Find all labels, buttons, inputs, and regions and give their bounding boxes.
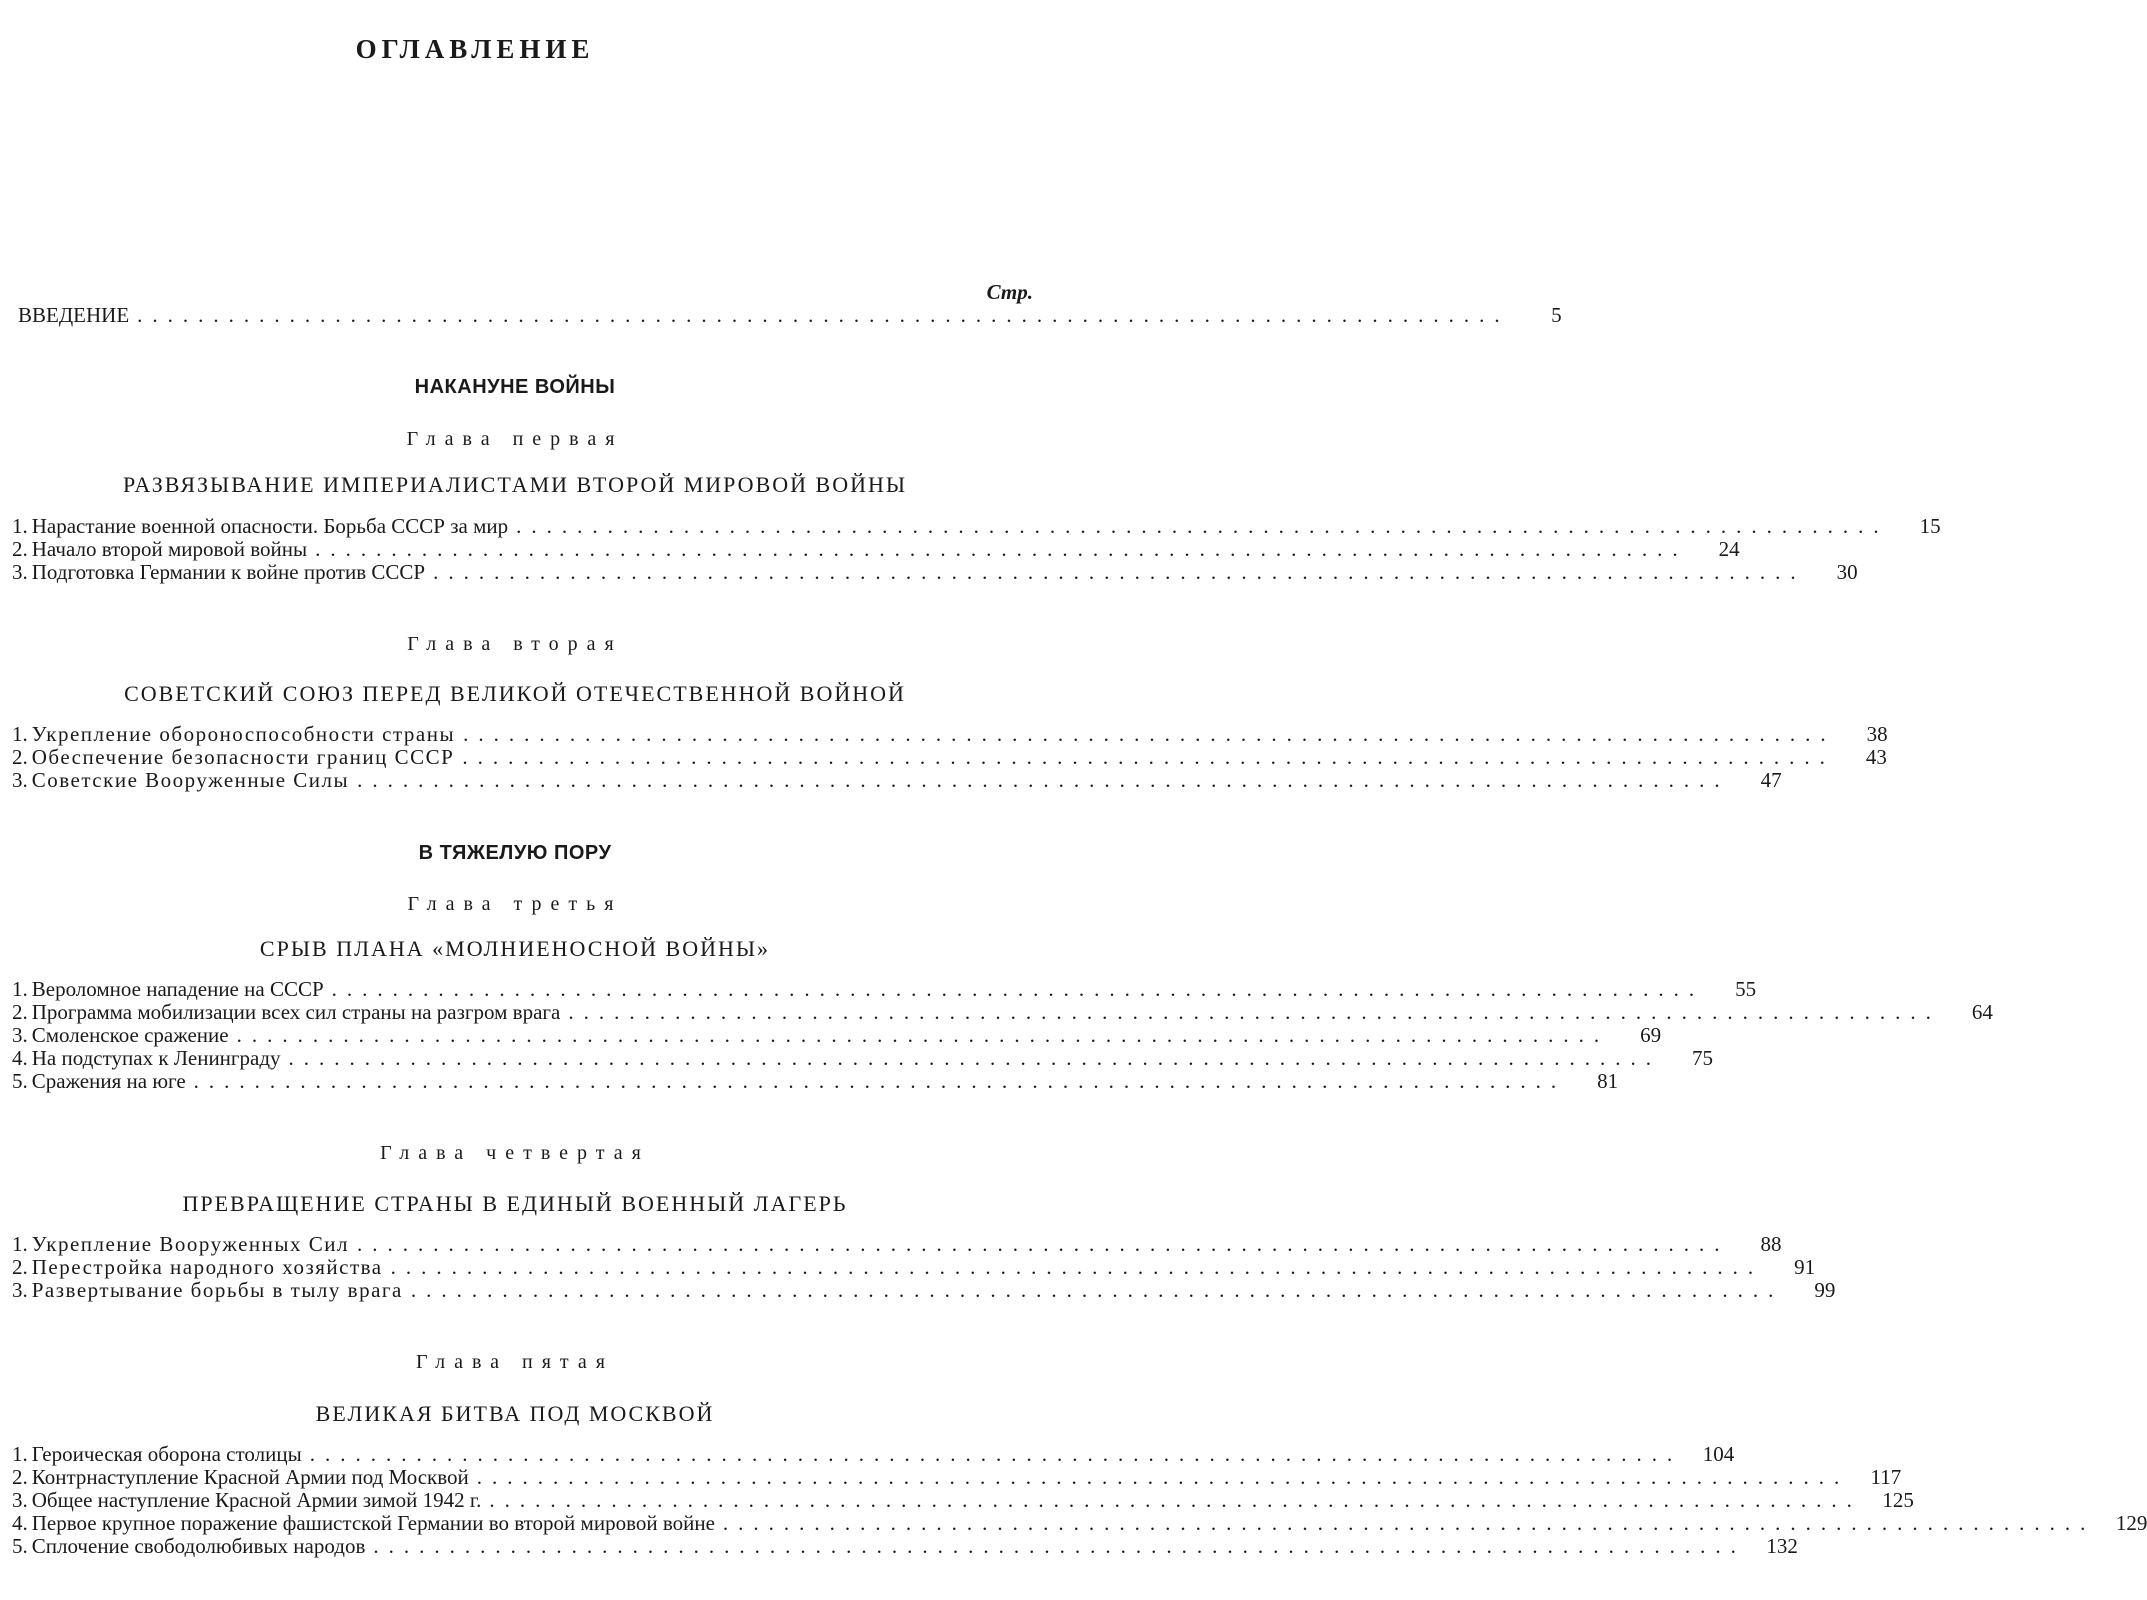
leader-dots: .......................................................................................... — [410, 1278, 1784, 1302]
entry-label: Нарастание военной опасности. Борьба СССР за мир — [31, 514, 509, 538]
entry-page: 81 — [1597, 1069, 1619, 1093]
entry-label: ВВЕДЕНИЕ — [18, 303, 130, 327]
entry-number: 2. — [12, 745, 28, 769]
entry-number: 1. — [12, 977, 28, 1001]
entry-number: 3. — [12, 1278, 28, 1302]
entry-label: Героическая оборона столицы — [31, 1442, 302, 1466]
leader-dots: .......................................................................................... — [236, 1023, 1610, 1047]
entry-label: Вероломное нападение на СССР — [31, 977, 324, 1001]
entry-label: Контрнаступление Красной Армии под Москвой — [31, 1465, 469, 1489]
leader-dots: .......................................................................................... — [476, 1465, 1850, 1489]
leader-dots: .......................................................................................... — [356, 1232, 1730, 1256]
leader-dots: .......................................................................................... — [568, 1000, 1941, 1024]
entry-number: 2. — [12, 1255, 28, 1279]
entry-page: 132 — [1766, 1534, 1798, 1558]
entry-page: 88 — [1760, 1232, 1782, 1256]
entry-label: Сплочение свободолюбивых народов — [31, 1534, 366, 1558]
leader-dots: .......................................................................................... — [390, 1255, 1764, 1279]
leader-dots: .......................................................................................... — [722, 1511, 2096, 1535]
entry-number: 3. — [12, 1023, 28, 1047]
entry-number: 4. — [12, 1511, 28, 1535]
entry-number: 3. — [12, 560, 28, 584]
chapter-label: Глава третья — [407, 893, 623, 915]
entry-page: 15 — [1919, 514, 1941, 538]
part-title: В ТЯЖЕЛУЮ ПОРУ — [418, 842, 612, 864]
entry-page: 99 — [1814, 1278, 1836, 1302]
leader-dots: .......................................................................................... — [516, 514, 1889, 538]
chapter-title: РАЗВЯЗЫВАНИЕ ИМПЕРИАЛИСТАМИ ВТОРОЙ МИРОВОЙ ВОЙНЫ — [122, 472, 908, 497]
entry-label: Советские Вооруженные Силы — [31, 768, 350, 792]
leader-dots: .......................................................................................... — [288, 1046, 1662, 1070]
entry-page: 43 — [1865, 745, 1887, 769]
toc-entry[interactable] — [12, 559, 1858, 585]
entry-page: 24 — [1718, 537, 1740, 561]
entry-label: Перестройка народного хозяйства — [31, 1255, 383, 1279]
entry-page: 75 — [1692, 1046, 1714, 1070]
entry-label: Укрепление Вооруженных Сил — [31, 1232, 349, 1256]
leader-dots: .......................................................................................... — [433, 560, 1806, 584]
entry-page: 129 — [2115, 1511, 2147, 1535]
leader-dots: .......................................................................................... — [309, 1442, 1683, 1466]
leader-dots: .......................................................................................... — [373, 1534, 1746, 1558]
entry-number: 2. — [12, 1465, 28, 1489]
toc-entry-intro[interactable] — [18, 302, 1562, 328]
chapter-title: СРЫВ ПЛАНА «МОЛНИЕНОСНОЙ ВОЙНЫ» — [259, 936, 771, 961]
leader-dots: .......................................................................................... — [193, 1069, 1567, 1093]
entry-page: 69 — [1640, 1023, 1662, 1047]
entry-number: 1. — [12, 1442, 28, 1466]
chapter-label: Глава пятая — [416, 1351, 614, 1373]
leader-dots: .......................................................................................... — [357, 768, 1730, 792]
entry-number: 4. — [12, 1046, 28, 1070]
entry-number: 1. — [12, 722, 28, 746]
entry-number: 1. — [12, 514, 28, 538]
chapter-label: Глава четвертая — [380, 1142, 650, 1164]
page-title: ОГЛАВЛЕНИЕ — [355, 34, 595, 64]
leader-dots: .......................................................................................... — [137, 303, 1510, 327]
entry-number: 5. — [12, 1069, 28, 1093]
entry-page: 125 — [1882, 1488, 1914, 1512]
entry-page: 30 — [1836, 560, 1858, 584]
entry-page: 91 — [1794, 1255, 1816, 1279]
leader-dots: .......................................................................................... — [489, 1488, 1862, 1512]
entry-page: 5 — [1551, 303, 1562, 327]
entry-label: Обеспечение безопасности границ СССР — [31, 745, 455, 769]
entry-page: 55 — [1735, 977, 1757, 1001]
entry-page: 38 — [1866, 722, 1888, 746]
entry-number: 3. — [12, 768, 28, 792]
toc-entry[interactable] — [12, 1533, 1798, 1559]
entry-page: 64 — [1971, 1000, 1993, 1024]
chapter-label: Глава вторая — [407, 633, 623, 655]
entry-page: 47 — [1760, 768, 1782, 792]
part-title: НАКАНУНЕ ВОЙНЫ — [414, 376, 616, 398]
entry-page: 117 — [1870, 1465, 1902, 1489]
chapter-title: ВЕЛИКАЯ БИТВА ПОД МОСКВОЙ — [315, 1401, 715, 1426]
toc-entry[interactable] — [12, 1277, 1836, 1303]
leader-dots: .......................................................................................... — [463, 722, 1836, 746]
entry-label: Общее наступление Красной Армии зимой 1942 г. — [31, 1488, 482, 1512]
leader-dots: .......................................................................................... — [331, 977, 1705, 1001]
leader-dots: .......................................................................................... — [315, 537, 1688, 561]
entry-label: Развертывание борьбы в тылу врага — [31, 1278, 403, 1302]
entry-number: 2. — [12, 537, 28, 561]
entry-page: 104 — [1702, 1442, 1735, 1466]
entry-label: Укрепление обороноспособности страны — [31, 722, 456, 746]
entry-label: Сражения на юге — [31, 1069, 186, 1093]
entry-label: Подготовка Германии к войне против СССР — [31, 560, 426, 584]
page-column-label: Стр. — [986, 280, 1033, 304]
entry-label: Начало второй мировой войны — [31, 537, 308, 561]
toc-entry[interactable] — [12, 1068, 1619, 1094]
entry-number: 5. — [12, 1534, 28, 1558]
entry-label: Первое крупное поражение фашистской Германии во второй мировой войне — [31, 1511, 715, 1535]
entry-label: Программа мобилизации всех сил страны на разгром врага — [31, 1000, 561, 1024]
entry-number: 1. — [12, 1232, 28, 1256]
chapter-title: СОВЕТСКИЙ СОЮЗ ПЕРЕД ВЕЛИКОЙ ОТЕЧЕСТВЕННОЙ ВОЙНОЙ — [124, 681, 906, 706]
entry-label: На подступах к Ленинграду — [31, 1046, 281, 1070]
leader-dots: .......................................................................................... — [462, 745, 1835, 769]
chapter-title: ПРЕВРАЩЕНИЕ СТРАНЫ В ЕДИНЫЙ ВОЕННЫЙ ЛАГЕРЬ — [182, 1191, 848, 1216]
entry-number: 2. — [12, 1000, 28, 1024]
entry-label: Смоленское сражение — [31, 1023, 229, 1047]
toc-entry[interactable] — [12, 767, 1782, 793]
entry-number: 3. — [12, 1488, 28, 1512]
chapter-label: Глава первая — [406, 428, 624, 450]
